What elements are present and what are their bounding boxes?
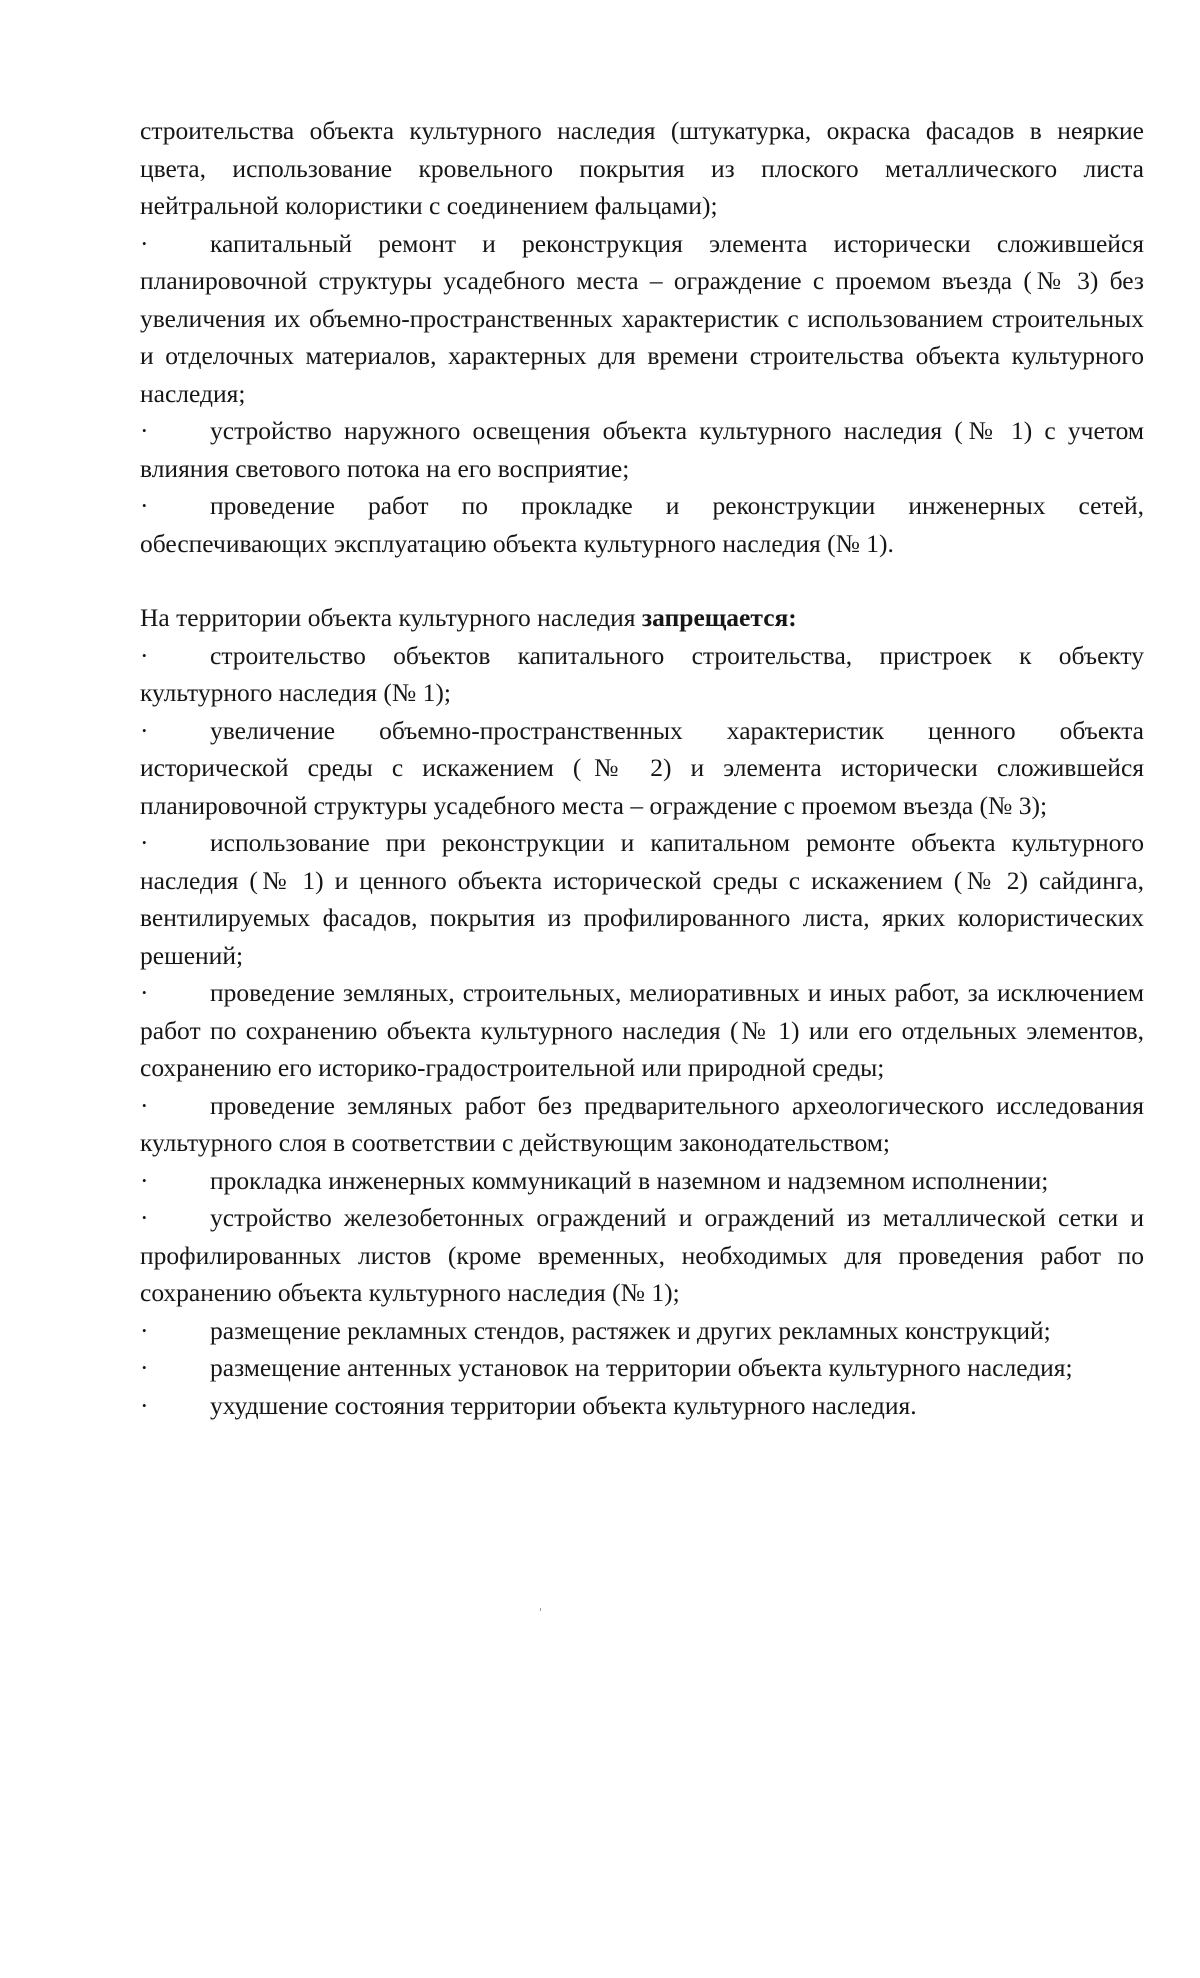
list-item (140, 712, 1144, 825)
intro-paragraph: строительства объекта культурного наследия (штукатурка, окраска фасадов в неяркие цвета, использование кровельного покрытия из плоского металлического листа нейтральной колористики с соединением фальцами); (140, 116, 1144, 220)
list-item (140, 1162, 1144, 1200)
bullet-icon: · (140, 828, 149, 857)
list-item-text: увеличение объемно-пространственных характеристик ценного объекта исторической среды с искажением (№ 2) и элемента исторически сложившейся планировочной структуры усадебного места – ограждение с проемом въезда (№ 3); (140, 715, 1144, 820)
bullet-icon: · (140, 715, 149, 745)
list-item-text: прокладка инженерных коммуникаций в наземном и надземном исполнении; (210, 1165, 1049, 1195)
list-item (140, 1312, 1144, 1350)
list-item-text: ухудшение состояния территории объекта культурного наследия. (210, 1390, 917, 1420)
list-item (140, 1387, 1144, 1425)
list-item-text: проведение земляных, строительных, мелиоративных и иных работ, за исключением работ по сохранению объекта культурного наследия (№ 1) или его отдельных элементов, сохранению его историко-градостроительной или природной среды; (140, 978, 1144, 1082)
list-item-text: устройство железобетонных ограждений и ограждений из металлической сетки и профилированных листов (кроме временных, необходимых для проведения работ по сохранению объекта культурного наследия (№ 1); (140, 1203, 1144, 1307)
scan-speck (540, 1608, 541, 1611)
document-page (140, 112, 1144, 1424)
section-gap (140, 562, 1144, 599)
bullet-icon: · (140, 1203, 149, 1232)
bullet-icon: · (140, 640, 149, 670)
list-item (140, 1087, 1144, 1162)
bullet-icon: · (140, 1090, 149, 1120)
heading-text: На территории объекта культурного наследия (140, 603, 642, 632)
bullet-icon: · (140, 491, 149, 520)
bullet-icon: · (140, 1315, 149, 1345)
bullet-icon: · (140, 416, 149, 445)
prohibited-heading (140, 599, 1144, 637)
bullet-icon: · (140, 978, 149, 1007)
list-item-text: капитальный ремонт и реконструкция элемента исторически сложившейся планировочной структуры усадебного места – ограждение с проемом въезда (№ 3) без увеличения их объемно-пространственных характеристик с использованием строительных и отделочных материалов, характерных для времени строительства объекта культурного наследия; (140, 228, 1144, 408)
list-item-text: строительство объектов капитального строительства, пристроек к объекту культурного наследия (№ 1); (140, 640, 1144, 707)
list-item-text: проведение работ по прокладке и реконструкции инженерных сетей, обеспечивающих эксплуатацию объекта культурного наследия (№ 1). (140, 491, 1144, 558)
list-item (140, 824, 1144, 974)
list-item-text: проведение земляных работ без предварительного археологического исследования культурного слоя в соответствии с действующим законодательством; (140, 1090, 1144, 1157)
list-item-text: размещение рекламных стендов, растяжек и других рекламных конструкций; (210, 1315, 1051, 1345)
heading-bold: запрещается: (641, 603, 797, 632)
bullet-icon: · (140, 1390, 149, 1420)
list-item (140, 1199, 1144, 1312)
list-item-text: устройство наружного освещения объекта культурного наследия (№ 1) с учетом влияния светового потока на его восприятие; (140, 416, 1144, 483)
bullet-icon: · (140, 1353, 149, 1382)
prohibited-list (140, 637, 1144, 1425)
list-item (140, 225, 1144, 413)
list-item-text: размещение антенных установок на территории объекта культурного наследия; (210, 1353, 1073, 1382)
list-item (140, 412, 1144, 487)
list-item (140, 974, 1144, 1087)
list-item (140, 637, 1144, 712)
bullet-icon: · (140, 1165, 149, 1195)
bullet-icon: · (140, 228, 149, 258)
permitted-list (140, 225, 1144, 563)
list-item (140, 487, 1144, 562)
list-item-text: использование при реконструкции и капитальном ремонте объекта культурного наследия (№ 1) и ценного объекта исторической среды с искажением (№ 2) сайдинга, вентилируемых фасадов, покрытия из профилированного листа, ярких колористических решений; (140, 828, 1144, 970)
list-item (140, 1349, 1144, 1387)
